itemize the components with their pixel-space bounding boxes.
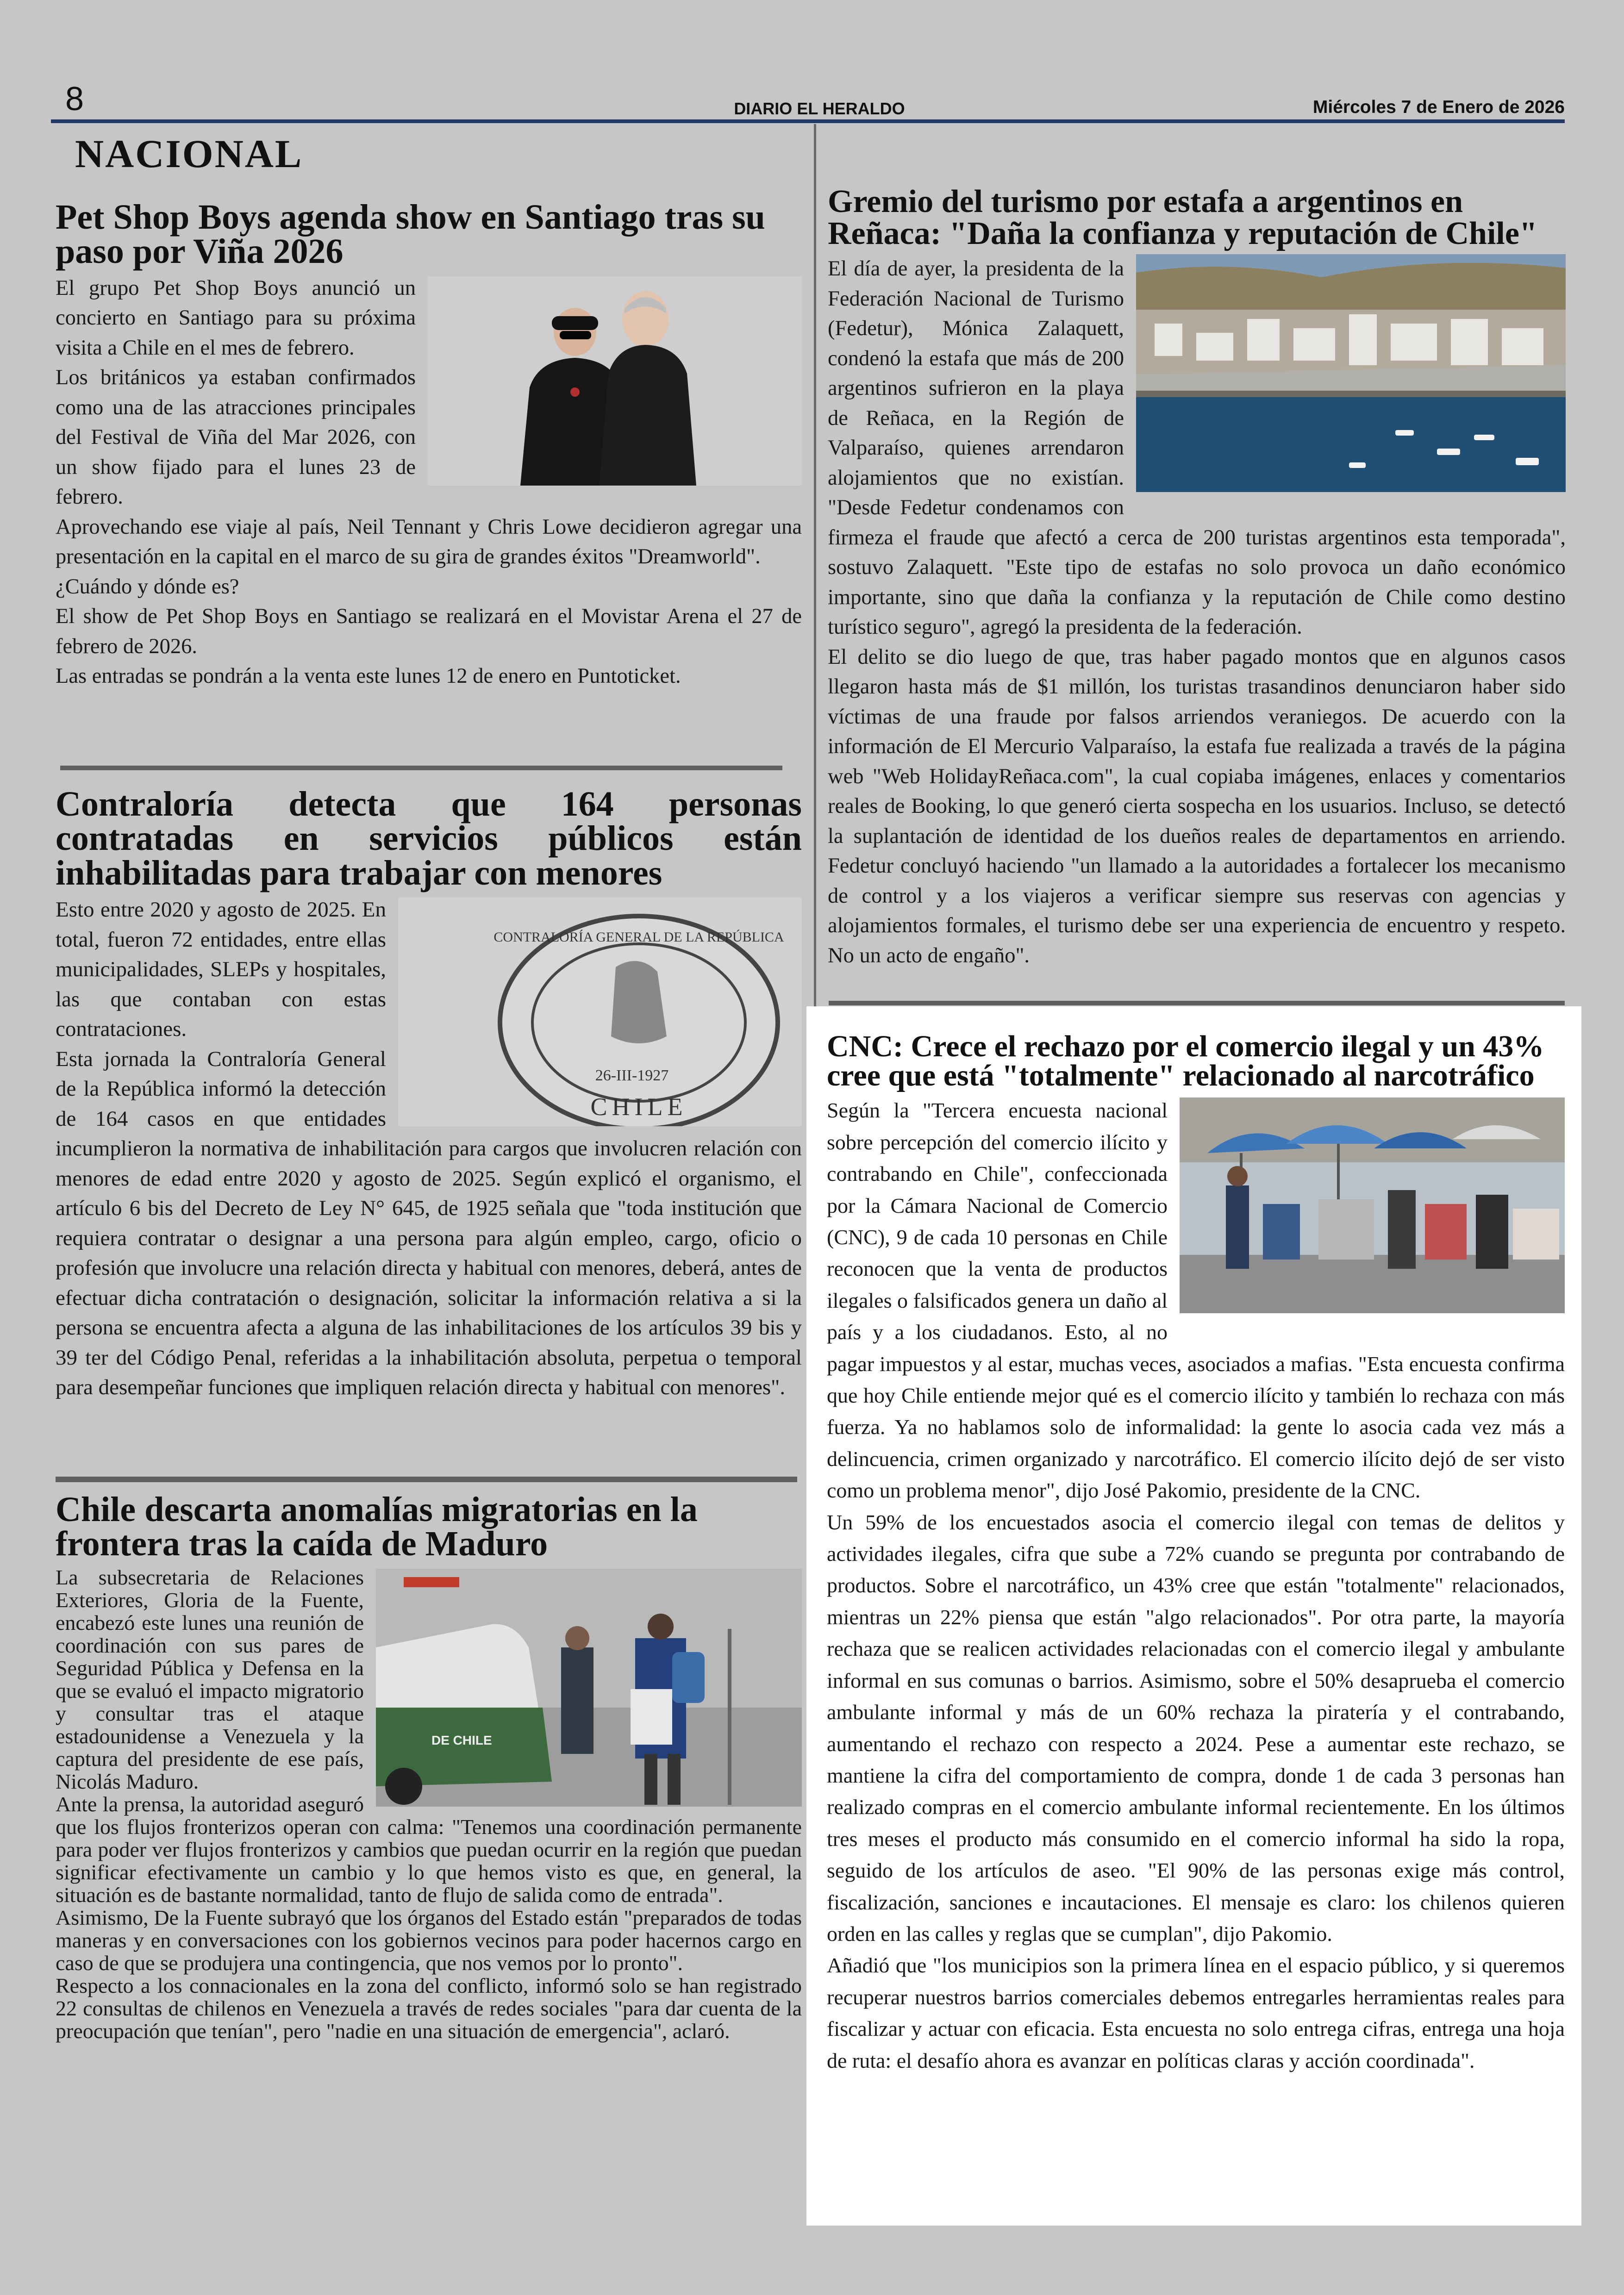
paragraph: El show de Pet Shop Boys en Santiago se realizará en el Movistar Arena el 27 de febrero de 2026. xyxy=(56,605,802,658)
paragraph: Aprovechando ese viaje al país, Neil Tennant y Chris Lowe decidieron agregar una presentación en la capital en el marco de su gira de grandes éxitos "Dreamworld". xyxy=(56,515,802,569)
photo-valparaiso xyxy=(1136,254,1566,492)
seal-legend: CONTRALORÍA GENERAL DE LA REPÚBLICA xyxy=(493,929,784,945)
issue-date: Miércoles 7 de Enero de 2026 xyxy=(1312,97,1565,117)
seal-date: 26-III-1927 xyxy=(595,1067,669,1085)
vehicle-text: DE CHILE xyxy=(431,1733,492,1747)
paragraph: Los británicos ya estaban confirmados como una de las atracciones principales del Festival de Viña del Mar 2026, con un show fijado para el lunes 23 de febrero. xyxy=(56,366,416,509)
paragraph: El delito se dio luego de que, tras haber pagado montos que en algunos casos llegaron hasta más de $1 millón, los turistas trasandinos denunciaron haber sido víctimas de una fraude por falsos arriendos veraniegos. De acuerdo con la información de El Mercurio Valparaíso, la estafa fue realizada a través de la página web "Web HolidayReñaca.com", la cual copiaba imágenes, enlaces y comentarios reales de Booking, lo que generó cierta sospecha en los usuarios. Incluso, se detectó la suplantación de identidad de los dueños reales de departamentos en arriendo. Fedetur concluyó haciendo "un llamado a la autoridades a fortalecer los mecanismo de control y a los viajeros a verificar siempre sus reservas con agencias y alojamientos formales, el turismo debe ser una experiencia de encuentro y respeto. No un acto de engaño". xyxy=(828,645,1566,967)
paragraph: Añadió que "los municipios son la primera línea en el espacio público, y si queremos recuperar nuestros barrios comerciales debemos entregarles herramientas reales para fiscalizar y actuar con eficacia. Esta encuesta no solo entrega cifras, entrega una hoja de ruta: el desafío ahora es avanzar en políticas claras y acción coordinada". xyxy=(827,1953,1565,2072)
article-petshop xyxy=(56,200,802,692)
headline: Gremio del turismo por estafa a argentinos en Reñaca: "Daña la confianza y reputación de Chile" xyxy=(828,184,1537,251)
photo-contraloria-seal xyxy=(398,898,802,1126)
photo-border-control-image xyxy=(376,1569,802,1807)
header-rule xyxy=(51,119,1565,123)
photo-contraloria-seal-image xyxy=(398,898,802,1126)
paragraph: El grupo Pet Shop Boys anunció un concierto en Santiago para su próxima visita a Chile en el mes de febrero. xyxy=(56,276,416,360)
subheading: ¿Cuándo y dónde es? xyxy=(56,574,239,599)
article-divider xyxy=(60,766,782,770)
article-cnc xyxy=(827,1029,1565,2077)
page-number: 8 xyxy=(65,81,84,118)
photo-pet-shop-boys-image xyxy=(428,276,802,486)
paragraph: Respecto a los connacionales en la zona del conflicto, informó solo se han registrado 22 consultas de chilenos en Venezuela a través de redes sociales "para dar cuenta de la preocupación que tenían", pero "nadie en una situación de emergencia", aclaró. xyxy=(56,1973,802,2043)
headline: CNC: Crece el rechazo por el comercio ilegal y un 43% cree que está "totalmente" relacionado al narcotráfico xyxy=(827,1029,1544,1092)
article-divider xyxy=(829,1001,1565,1005)
photo-street-market xyxy=(1180,1098,1565,1313)
seal-country: CHILE xyxy=(590,1093,687,1121)
article-turismo xyxy=(828,186,1566,971)
article-divider xyxy=(56,1477,797,1482)
paragraph: La subsecretaria de Relaciones Exteriores, Gloria de la Fuente, encabezó este lunes una reunión de coordinación con sus pares de Seguridad Pública y Defensa en la que se evaluó el impacto migratorio y consultar tras el ataque estadounidense a Venezuela y la captura del presidente de ese país, Nicolás Maduro. xyxy=(56,1565,364,1793)
photo-pet-shop-boys xyxy=(428,276,802,486)
paragraph: Las entradas se pondrán a la venta este lunes 12 de enero en Puntoticket. xyxy=(56,664,681,688)
photo-valparaiso-image xyxy=(1136,254,1566,492)
paragraph: Esta jornada la Contraloría General de la República informó la detección de 164 casos en que entidades incumplieron la normativa de inhabilitación para cargos que involucren relación con menores de edad entre 2020 y agosto de 2025. Según explicó el organismo, el artículo 6 bis del Decreto de Ley N° 645, de 1925 señala que "toda institución que requiera contratar o designar a una persona para algún empleo, cargo, oficio o profesión que involucre una relación directa y habitual con menores, deberá, antes de efectuar dicha contratación o designación, solicitar la información relativa a si la persona se encuentra afecta a alguna de las inhabilitaciones de los artículos 39 bis y 39 ter del Código Penal, referidas a la inhabilitación absoluta, perpetua o temporal para desempeñar funciones que impliquen relación directa y habitual con menores". xyxy=(56,1047,802,1400)
headline: Contraloría detecta que 164 personas contratadas en servicios públicos están inhabilitadas para trabajar con menores xyxy=(56,785,802,892)
section-label: NACIONAL xyxy=(75,131,303,176)
paragraph: Según la "Tercera encuesta nacional sobre percepción del comercio ilícito y contrabando en Chile", confeccionada por la Cámara Nacional de Comercio (CNC), 9 de cada 10 personas en Chile reconocen que la venta de productos ilegales o falsificados genera un daño al país y a los ciudadanos. Esto, al no pagar impuestos y al estar, muchas veces, asociados a mafias. "Esta encuesta confirma que hoy Chile entiende mejor qué es el comercio ilícito y también lo rechaza con más fuerza. Ya no hablamos solo de informalidad: la gente lo asocia cada vez más a delincuencia, crimen organizado y narcotráfico. El comercio ilícito dejó de ser visto como un problema menor", dijo José Pakomio, presidente de la CNC. xyxy=(827,1098,1565,1503)
publication-name: DIARIO EL HERALDO xyxy=(734,99,905,118)
photo-border-control xyxy=(376,1569,802,1807)
photo-street-market-image xyxy=(1180,1098,1565,1313)
headline: Pet Shop Boys agenda show en Santiago tras su paso por Viña 2026 xyxy=(56,198,765,271)
article-contraloria xyxy=(56,787,802,1403)
paragraph: Esto entre 2020 y agosto de 2025. En total, fueron 72 entidades, entre ellas municipalidades, SLEPs y hospitales, las que contaban con estas contrataciones. xyxy=(56,898,386,1041)
article-maduro xyxy=(56,1492,802,2042)
paragraph: Asimismo, De la Fuente subrayó que los órganos del Estado están "preparados de todas maneras y en conversaciones con los gobiernos vecinos para poder hacernos cargo en caso de que se produjera una contingencia, que nos vemos por lo pronto". xyxy=(56,1905,802,1975)
paragraph: Un 59% de los encuestados asocia el comercio ilegal con temas de delitos y actividades ilegales, cifra que sube a 72% cuando se pregunta por contrabando de productos. Sobre el narcotráfico, un 43% cree que están "totalmente" relacionados, mientras un 22% piensa que están "algo relacionados". Por otra parte, la mayoría rechaza que se realicen actividades relacionadas con el comercio ilegal y ambulante informal en sus comunas o barrios. Asimismo, sobre el 50% desaprueba el comercio ambulante informal y más de un 60% rechaza la piratería y el contrabando, aumentando el rechazo con respecto a 2024. Pese a aumentar este rechazo, se mantiene la cifra del comportamiento de compra, donde 1 de cada 3 personas han realizado compras en el comercio ambulante informal recientemente. En los últimos tres meses el producto más consumido en el comercio informal ha sido la ropa, seguido de los artículos de aseo. "El 90% de las personas exige más control, fiscalización, sanciones e incautaciones. El mensaje es claro: los chilenos quieren orden en las calles y reglas que se cumplan", dijo Pakomio. xyxy=(827,1510,1565,1946)
paragraph: Ante la prensa, la autoridad aseguró que los flujos fronterizos operan con calma: "Tenemos una coordinación permanente para poder ver flujos fronterizos y cambios que puedan ocurrir en la región que puedan significar efectivamente un cambio y lo que hemos visto es que, en general, la situación es de bastante normalidad, tanto de flujo de salida como de entrada". xyxy=(56,1792,802,1907)
paragraph: El día de ayer, la presidenta de la Federación Nacional de Turismo (Fedetur), Mónica Zalaquett, condenó la estafa que más de 200 argentinos sufrieron en la playa de Reñaca, en la Región de Valparaíso, quienes arrendaron alojamientos que no existían. "Desde Fedetur condenamos con firmeza el fraude que afectó a cerca de 200 turistas argentinos esta temporada", sostuvo Zalaquett. "Este tipo de estafas no solo provoca un daño económico importante, sino que daña la confianza y la reputación de Chile como destino turístico seguro", agregó la presidenta de la federación. xyxy=(828,257,1566,639)
headline: Chile descarta anomalías migratorias en la frontera tras la caída de Maduro xyxy=(56,1490,698,1564)
